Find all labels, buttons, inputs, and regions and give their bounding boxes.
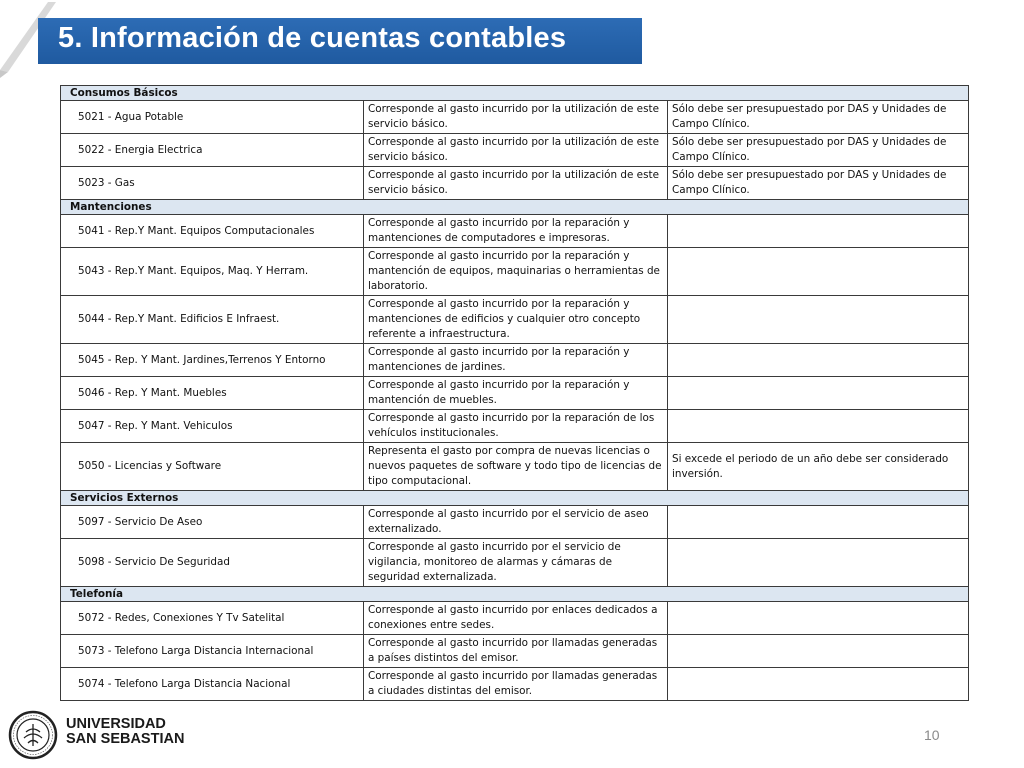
account-description: Corresponde al gasto incurrido por la reparación y mantenciones de jardines. bbox=[364, 344, 668, 377]
university-name-line1: UNIVERSIDAD bbox=[66, 716, 166, 732]
table-row bbox=[61, 668, 969, 701]
page-number: 10 bbox=[924, 727, 940, 743]
table-row bbox=[61, 635, 969, 668]
section-title: Mantenciones bbox=[61, 200, 969, 215]
section-header-row bbox=[61, 86, 969, 101]
table-row bbox=[61, 215, 969, 248]
account-name: 5073 - Telefono Larga Distancia Internacional bbox=[61, 635, 364, 668]
account-name: 5023 - Gas bbox=[61, 167, 364, 200]
table-row bbox=[61, 410, 969, 443]
section-title: Servicios Externos bbox=[61, 491, 969, 506]
university-seal-icon bbox=[8, 710, 58, 760]
account-description: Corresponde al gasto incurrido por el servicio de aseo externalizado. bbox=[364, 506, 668, 539]
account-description: Corresponde al gasto incurrido por llamadas generadas a países distintos del emisor. bbox=[364, 635, 668, 668]
accounts-table bbox=[60, 85, 969, 701]
section-header-row bbox=[61, 587, 969, 602]
account-name: 5072 - Redes, Conexiones Y Tv Satelital bbox=[61, 602, 364, 635]
section-title: Consumos Básicos bbox=[61, 86, 969, 101]
account-note: Si excede el periodo de un año debe ser considerado inversión. bbox=[668, 443, 969, 491]
table-row bbox=[61, 377, 969, 410]
section-title: Telefonía bbox=[61, 587, 969, 602]
account-description: Corresponde al gasto incurrido por la reparación de los vehículos institucionales. bbox=[364, 410, 668, 443]
account-description: Corresponde al gasto incurrido por la reparación y mantención de equipos, maquinarias o herramientas de laboratorio. bbox=[364, 248, 668, 296]
account-name: 5043 - Rep.Y Mant. Equipos, Maq. Y Herram. bbox=[61, 248, 364, 296]
account-note bbox=[668, 248, 969, 296]
table-row bbox=[61, 539, 969, 587]
university-name-line2: SAN SEBASTIAN bbox=[66, 731, 185, 747]
account-name: 5050 - Licencias y Software bbox=[61, 443, 364, 491]
section-header-row bbox=[61, 491, 969, 506]
account-description: Corresponde al gasto incurrido por enlaces dedicados a conexiones entre sedes. bbox=[364, 602, 668, 635]
account-name: 5047 - Rep. Y Mant. Vehiculos bbox=[61, 410, 364, 443]
table-row bbox=[61, 344, 969, 377]
account-note: Sólo debe ser presupuestado por DAS y Unidades de Campo Clínico. bbox=[668, 134, 969, 167]
table-row bbox=[61, 167, 969, 200]
account-note bbox=[668, 344, 969, 377]
account-name: 5021 - Agua Potable bbox=[61, 101, 364, 134]
account-note bbox=[668, 296, 969, 344]
account-name: 5044 - Rep.Y Mant. Edificios E Infraest. bbox=[61, 296, 364, 344]
account-description: Corresponde al gasto incurrido por la reparación y mantención de muebles. bbox=[364, 377, 668, 410]
table-row bbox=[61, 296, 969, 344]
account-name: 5022 - Energia Electrica bbox=[61, 134, 364, 167]
table-row bbox=[61, 248, 969, 296]
university-name bbox=[66, 717, 184, 747]
account-description: Corresponde al gasto incurrido por la reparación y mantenciones de edificios y cualquier otro concepto referente a infraestructura. bbox=[364, 296, 668, 344]
account-description: Corresponde al gasto incurrido por la utilización de este servicio básico. bbox=[364, 101, 668, 134]
account-note bbox=[668, 635, 969, 668]
table-row bbox=[61, 134, 969, 167]
account-note bbox=[668, 506, 969, 539]
account-note bbox=[668, 539, 969, 587]
account-name: 5098 - Servicio De Seguridad bbox=[61, 539, 364, 587]
account-name: 5041 - Rep.Y Mant. Equipos Computacionales bbox=[61, 215, 364, 248]
account-note bbox=[668, 215, 969, 248]
account-note bbox=[668, 410, 969, 443]
account-name: 5045 - Rep. Y Mant. Jardines,Terrenos Y Entorno bbox=[61, 344, 364, 377]
account-name: 5074 - Telefono Larga Distancia Nacional bbox=[61, 668, 364, 701]
account-note bbox=[668, 602, 969, 635]
account-name: 5097 - Servicio De Aseo bbox=[61, 506, 364, 539]
account-description: Corresponde al gasto incurrido por la utilización de este servicio básico. bbox=[364, 134, 668, 167]
section-header-row bbox=[61, 200, 969, 215]
account-description: Representa el gasto por compra de nuevas licencias o nuevos paquetes de software y todo tipo de licencias de tipo computacional. bbox=[364, 443, 668, 491]
account-note bbox=[668, 668, 969, 701]
table-row bbox=[61, 101, 969, 134]
account-description: Corresponde al gasto incurrido por llamadas generadas a ciudades distintas del emisor. bbox=[364, 668, 668, 701]
account-description: Corresponde al gasto incurrido por la utilización de este servicio básico. bbox=[364, 167, 668, 200]
table-row bbox=[61, 506, 969, 539]
account-note: Sólo debe ser presupuestado por DAS y Unidades de Campo Clínico. bbox=[668, 101, 969, 134]
account-note: Sólo debe ser presupuestado por DAS y Unidades de Campo Clínico. bbox=[668, 167, 969, 200]
table-row bbox=[61, 602, 969, 635]
account-description: Corresponde al gasto incurrido por el servicio de vigilancia, monitoreo de alarmas y cámaras de seguridad externalizada. bbox=[364, 539, 668, 587]
page-title: 5. Información de cuentas contables bbox=[58, 22, 567, 54]
table-row bbox=[61, 443, 969, 491]
account-note bbox=[668, 377, 969, 410]
account-name: 5046 - Rep. Y Mant. Muebles bbox=[61, 377, 364, 410]
account-description: Corresponde al gasto incurrido por la reparación y mantenciones de computadores e impresoras. bbox=[364, 215, 668, 248]
